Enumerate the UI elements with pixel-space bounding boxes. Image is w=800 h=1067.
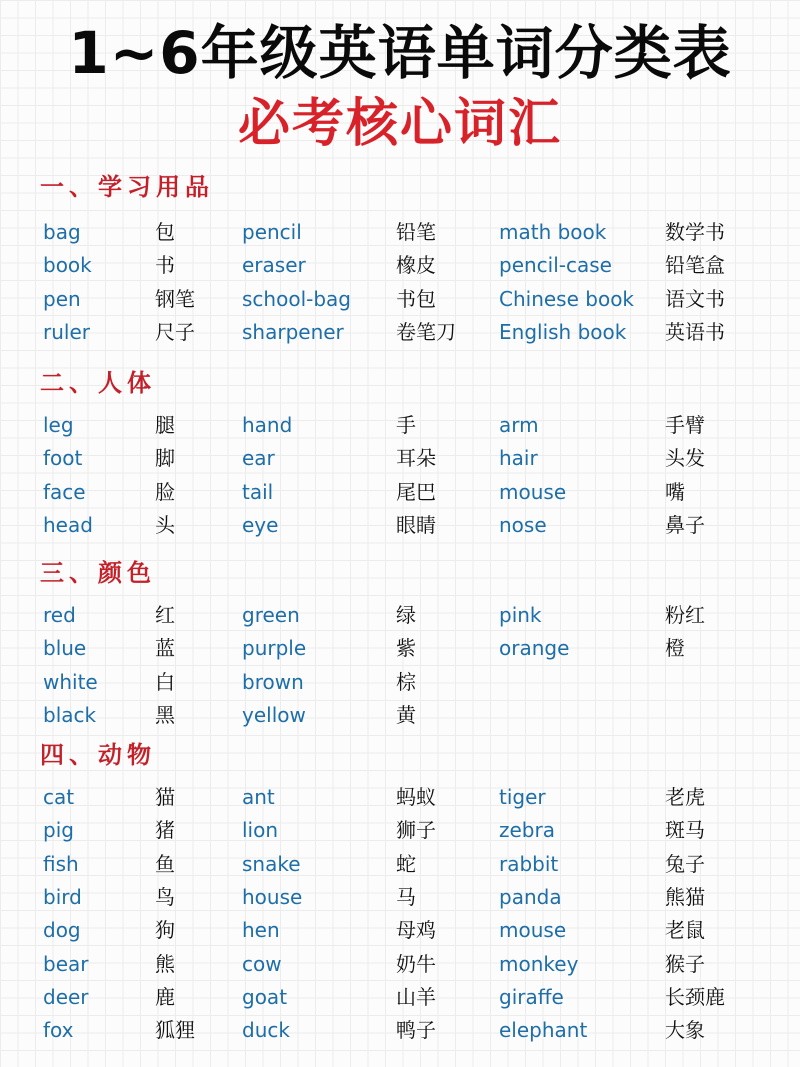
chinese-translation: 鸟 — [155, 884, 175, 909]
english-word: hen — [242, 918, 280, 943]
english-word: pink — [499, 603, 542, 627]
english-word: ruler — [43, 320, 90, 345]
english-word: school-bag — [242, 286, 351, 311]
chinese-translation: 母鸡 — [396, 918, 436, 943]
chinese-translation: 蚂蚁 — [396, 785, 436, 809]
section-title: 四、动物 — [40, 741, 156, 769]
english-word: ant — [242, 785, 275, 809]
vocab-row — [0, 600, 800, 633]
chinese-translation: 猴子 — [665, 951, 705, 976]
english-word: duck — [242, 1018, 290, 1043]
chinese-translation: 数学书 — [665, 220, 725, 244]
chinese-translation: 尾巴 — [396, 479, 436, 504]
english-word: purple — [242, 636, 307, 661]
english-word: bird — [43, 884, 82, 909]
chinese-translation: 黄 — [396, 703, 416, 728]
english-word: elephant — [499, 1018, 588, 1043]
english-word: brown — [242, 669, 304, 694]
english-word: bag — [43, 220, 81, 244]
english-word: Chinese book — [499, 286, 635, 311]
vocab-row — [0, 949, 800, 982]
english-word: dog — [43, 918, 81, 943]
chinese-translation: 鱼 — [155, 851, 175, 876]
english-word: eye — [242, 513, 279, 538]
english-word: cat — [43, 785, 75, 809]
chinese-translation: 红 — [155, 603, 175, 627]
chinese-translation: 绿 — [396, 603, 416, 627]
chinese-translation: 手臂 — [665, 413, 705, 437]
english-word: eraser — [242, 253, 306, 278]
chinese-translation: 粉红 — [665, 603, 705, 627]
chinese-translation: 熊 — [155, 951, 175, 976]
english-word: green — [242, 603, 300, 627]
section-title: 三、颜色 — [40, 559, 156, 587]
chinese-translation: 脸 — [155, 479, 175, 504]
page-title: 1~6年级英语单词分类表 — [68, 19, 732, 87]
chinese-translation: 猪 — [155, 818, 175, 843]
vocab-row — [0, 982, 800, 1015]
chinese-translation: 包 — [155, 220, 175, 244]
english-word: red — [43, 603, 76, 627]
english-word: blue — [43, 636, 87, 661]
chinese-translation: 钢笔 — [155, 286, 195, 311]
english-word: house — [242, 884, 303, 909]
english-word: pen — [43, 286, 81, 311]
chinese-translation: 长颈鹿 — [665, 984, 725, 1009]
chinese-translation: 斑马 — [665, 818, 705, 843]
vocab-row — [0, 1015, 800, 1048]
vocab-row — [0, 700, 800, 733]
english-word: pencil — [242, 220, 302, 244]
vocab-row — [0, 882, 800, 915]
chinese-translation: 头 — [155, 513, 175, 538]
english-word: panda — [499, 884, 562, 909]
chinese-translation: 狮子 — [396, 818, 436, 843]
chinese-translation: 大象 — [665, 1018, 705, 1043]
chinese-translation: 兔子 — [665, 851, 705, 876]
english-word: hair — [499, 446, 538, 471]
chinese-translation: 蛇 — [396, 851, 416, 876]
chinese-translation: 山羊 — [396, 984, 436, 1009]
english-word: lion — [242, 818, 279, 843]
english-word: orange — [499, 636, 570, 661]
chinese-translation: 眼睛 — [396, 513, 436, 538]
english-word: leg — [43, 413, 74, 437]
vocab-row — [0, 477, 800, 510]
vocab-row — [0, 849, 800, 882]
chinese-translation: 语文书 — [665, 286, 725, 311]
english-word: math book — [499, 220, 607, 244]
vocab-row — [0, 217, 800, 250]
chinese-translation: 书 — [155, 253, 175, 278]
chinese-translation: 脚 — [155, 446, 175, 471]
english-word: tiger — [499, 785, 546, 809]
english-word: giraffe — [499, 984, 564, 1009]
vocab-row — [0, 815, 800, 848]
english-word: zebra — [499, 818, 555, 843]
chinese-translation: 鼻子 — [665, 513, 705, 538]
english-word: hand — [242, 413, 293, 437]
chinese-translation: 嘴 — [665, 479, 685, 504]
english-word: mouse — [499, 479, 567, 504]
vocab-row — [0, 284, 800, 317]
english-word: mouse — [499, 918, 567, 943]
vocab-row — [0, 510, 800, 543]
english-word: goat — [242, 984, 288, 1009]
chinese-translation: 棕 — [396, 669, 416, 694]
english-word: cow — [242, 951, 282, 976]
english-word: white — [43, 669, 98, 694]
vocab-row — [0, 667, 800, 700]
chinese-translation: 老鼠 — [665, 918, 705, 943]
english-word: arm — [499, 413, 539, 437]
vocab-row — [0, 633, 800, 666]
chinese-translation: 蓝 — [155, 636, 175, 661]
english-word: foot — [43, 446, 83, 471]
chinese-translation: 耳朵 — [396, 446, 436, 471]
chinese-translation: 黑 — [155, 703, 175, 728]
english-word: face — [43, 479, 86, 504]
vocab-row — [0, 443, 800, 476]
chinese-translation: 书包 — [396, 286, 436, 311]
chinese-translation: 英语书 — [665, 320, 725, 345]
chinese-translation: 老虎 — [665, 785, 705, 809]
english-word: pig — [43, 818, 74, 843]
chinese-translation: 狐狸 — [155, 1018, 195, 1043]
english-word: yellow — [242, 703, 306, 728]
page-subtitle: 必考核心词汇 — [237, 94, 562, 154]
chinese-translation: 橡皮 — [396, 253, 436, 278]
chinese-translation: 铅笔 — [396, 220, 436, 244]
english-word: book — [43, 253, 92, 278]
chinese-translation: 猫 — [155, 785, 175, 809]
english-word: pencil-case — [499, 253, 612, 278]
english-word: head — [43, 513, 93, 538]
chinese-translation: 铅笔盒 — [665, 253, 725, 278]
english-word: snake — [242, 851, 301, 876]
english-word: nose — [499, 513, 547, 538]
chinese-translation: 腿 — [155, 413, 175, 437]
chinese-translation: 熊猫 — [665, 884, 705, 909]
english-word: sharpener — [242, 320, 344, 345]
section-title: 二、人体 — [40, 369, 156, 397]
chinese-translation: 紫 — [396, 636, 416, 661]
chinese-translation: 鹿 — [155, 984, 175, 1009]
vocab-row — [0, 317, 800, 350]
chinese-translation: 头发 — [665, 446, 705, 471]
chinese-translation: 手 — [396, 413, 416, 437]
chinese-translation: 鸭子 — [396, 1018, 436, 1043]
chinese-translation: 橙 — [665, 636, 685, 661]
english-word: monkey — [499, 951, 579, 976]
chinese-translation: 尺子 — [155, 320, 195, 345]
english-word: deer — [43, 984, 89, 1009]
english-word: fish — [43, 851, 79, 876]
section-title: 一、学习用品 — [40, 173, 214, 201]
english-word: English book — [499, 320, 627, 345]
chinese-translation: 奶牛 — [396, 951, 436, 976]
chinese-translation: 马 — [396, 884, 416, 909]
vocab-row — [0, 915, 800, 948]
english-word: tail — [242, 479, 274, 504]
english-word: fox — [43, 1018, 74, 1043]
vocab-row — [0, 410, 800, 443]
english-word: bear — [43, 951, 89, 976]
english-word: black — [43, 703, 97, 728]
chinese-translation: 白 — [155, 669, 175, 694]
english-word: rabbit — [499, 851, 559, 876]
chinese-translation: 狗 — [155, 918, 175, 943]
chinese-translation: 卷笔刀 — [396, 320, 456, 345]
vocab-row — [0, 250, 800, 283]
english-word: ear — [242, 446, 275, 471]
vocab-row — [0, 782, 800, 815]
